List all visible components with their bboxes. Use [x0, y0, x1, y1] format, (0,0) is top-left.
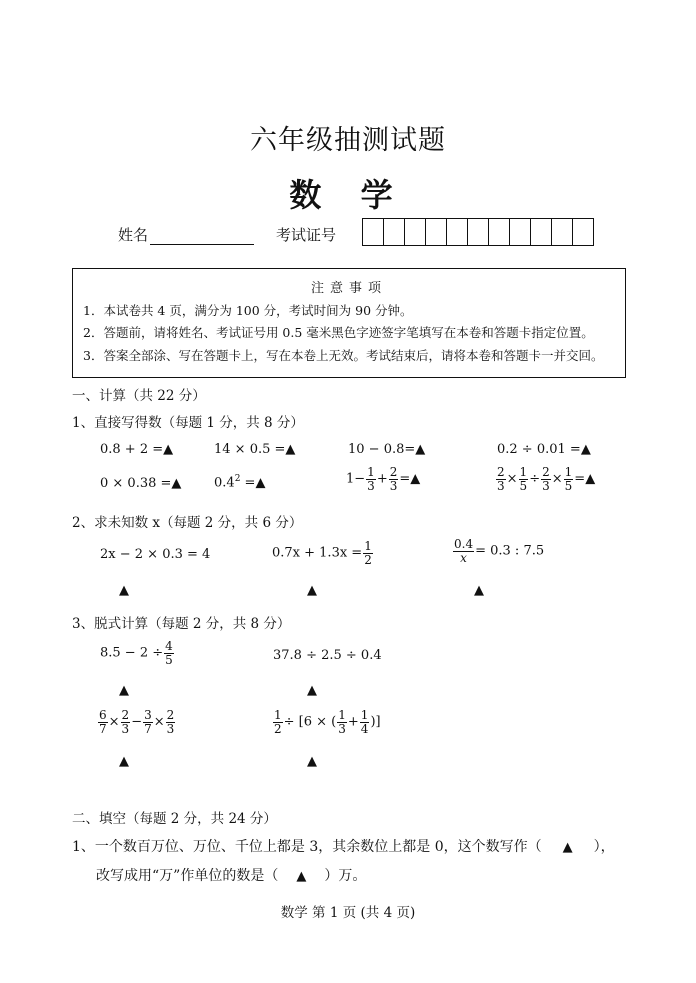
oral-item [100, 442, 173, 457]
numerator: 4 [165, 639, 173, 653]
section1-heading: 一、计算（共 22 分） [72, 388, 206, 404]
fraction [564, 466, 574, 492]
id-box [363, 219, 384, 245]
operator: + [376, 471, 388, 487]
fraction [541, 466, 551, 492]
expr: 0 × 0.38 = [100, 476, 172, 491]
equation [452, 538, 544, 564]
notice-title: 注意事项 [310, 281, 387, 296]
id-label: 考试证号 [276, 226, 337, 244]
numerator: 1 [364, 539, 372, 553]
numerator: 3 [144, 708, 152, 722]
operator: × [108, 714, 120, 730]
expr: 0.2 ÷ 0.01 = [497, 442, 581, 457]
fraction [98, 709, 108, 735]
answer-triangle: ▲ [296, 869, 307, 884]
numerator: 1 [367, 465, 375, 479]
calc-expression [272, 709, 381, 735]
name-field [118, 224, 254, 245]
operator: + [347, 714, 359, 730]
id-box [489, 219, 510, 245]
oral-item [100, 476, 181, 491]
name-underline [150, 229, 254, 245]
numerator: 2 [121, 708, 130, 722]
page-footer: 数学 第 1 页 (共 4 页) [280, 905, 416, 921]
numerator: 2 [166, 708, 175, 722]
numerator: 0.4 [454, 537, 474, 551]
expr: 0.8 + 2 = [100, 442, 164, 457]
id-box [552, 219, 573, 245]
id-box [426, 219, 447, 245]
question-2-title: 2、求未知数 x（每题 2 分，共 6 分） [72, 515, 303, 531]
fraction [143, 709, 153, 735]
fraction [273, 709, 283, 735]
denominator: 3 [542, 478, 550, 493]
operator: = [574, 471, 586, 487]
answer-triangle: ▲ [285, 442, 296, 457]
answer-triangle: ▲ [119, 683, 129, 698]
answer-triangle: ▲ [119, 754, 129, 769]
expr: 0.7x + 1.3x = [272, 545, 363, 561]
expr: )] [370, 714, 381, 730]
answer-triangle: ▲ [307, 583, 317, 598]
operator: − [131, 714, 143, 730]
operator: = [399, 471, 411, 487]
denominator: 7 [144, 721, 152, 736]
oral-item [214, 474, 265, 490]
denominator: 3 [338, 721, 346, 736]
denominator: 3 [497, 478, 505, 493]
expr: 1− [346, 471, 366, 487]
expr: ÷ [6 × ( [283, 714, 337, 730]
calc-expression [97, 709, 176, 735]
denominator: 5 [165, 652, 173, 667]
answer-triangle: ▲ [171, 476, 182, 491]
answer-triangle: ▲ [415, 442, 426, 457]
denominator: 3 [389, 478, 398, 493]
fill-question-1 [72, 836, 615, 856]
fraction [121, 709, 131, 735]
oral-item [214, 442, 295, 457]
id-box [447, 219, 468, 245]
answer-triangle: ▲ [474, 583, 484, 598]
numerator: 1 [564, 465, 573, 479]
calc-expression: 37.8 ÷ 2.5 ÷ 0.4 [273, 648, 382, 663]
expr: = 0.3 : 7.5 [475, 543, 545, 559]
fraction [337, 709, 347, 735]
equation: 2x − 2 × 0.3 = 4 [100, 547, 211, 562]
expr: 14 × 0.5 = [214, 442, 286, 457]
id-box [405, 219, 426, 245]
denominator: 2 [274, 721, 282, 736]
operator: × [153, 714, 165, 730]
answer-triangle: ▲ [119, 583, 129, 598]
fraction [366, 466, 376, 492]
question-1-title: 1、直接写得数（每题 1 分，共 8 分） [72, 415, 304, 431]
numerator: 6 [99, 708, 107, 722]
answer-triangle: ▲ [255, 475, 266, 491]
expr: = [240, 475, 256, 491]
oral-item [348, 442, 425, 457]
id-box [531, 219, 552, 245]
fraction [360, 709, 370, 735]
answer-triangle: ▲ [307, 754, 317, 769]
operator: × [506, 471, 518, 487]
denominator: 5 [519, 478, 528, 493]
subject-title: 数 学 [289, 176, 407, 214]
oral-item [495, 466, 595, 492]
answer-triangle: ▲ [410, 471, 421, 487]
answer-triangle: ▲ [163, 442, 174, 457]
numerator: 2 [497, 465, 505, 479]
answer-triangle: ▲ [580, 442, 591, 457]
question-text: ）万。 [324, 868, 367, 884]
denominator: 2 [364, 552, 372, 567]
expr: 10 − 0.8= [348, 442, 416, 457]
question-3-title: 3、脱式计算（每题 2 分，共 8 分） [72, 616, 291, 632]
section2-heading: 二、填空（每题 2 分，共 24 分） [72, 811, 277, 827]
denominator: 5 [564, 478, 573, 493]
denominator: 3 [166, 721, 175, 736]
question-text: ）， [593, 839, 615, 855]
answer-triangle: ▲ [562, 840, 573, 855]
fraction [496, 466, 506, 492]
fraction [519, 466, 529, 492]
name-label: 姓名 [118, 226, 149, 244]
answer-triangle: ▲ [307, 683, 317, 698]
operator: ÷ [529, 471, 541, 487]
notice-item: 3．答案全部涂、写在答题卡上，写在本卷上无效。考试结束后，请将本卷和答题卡一并交回。 [83, 348, 604, 363]
id-box [573, 219, 593, 245]
denominator: 3 [367, 478, 375, 493]
fill-question-1-cont [96, 865, 366, 885]
equation [272, 540, 374, 566]
exponent: 2 [234, 474, 241, 484]
id-boxes [362, 218, 594, 246]
denominator: x [460, 550, 467, 565]
operator: × [551, 471, 563, 487]
expr: 8.5 − 2 ÷ [100, 645, 164, 661]
fraction [453, 538, 474, 564]
id-box [510, 219, 531, 245]
numerator: 1 [519, 465, 528, 479]
notice-box [72, 268, 626, 378]
denominator: 7 [99, 721, 107, 736]
expr: 0.4 [214, 475, 235, 491]
id-box [468, 219, 489, 245]
calc-expression [100, 640, 175, 666]
oral-item [497, 442, 591, 457]
id-box [384, 219, 405, 245]
oral-item [346, 466, 420, 492]
notice-item: 2．答题前，请将姓名、考试证号用 0.5 毫米黑色字迹签字笔填写在本卷和答题卡指定位置。 [83, 325, 594, 340]
numerator: 2 [389, 465, 398, 479]
numerator: 1 [274, 708, 282, 722]
exam-title: 六年级抽测试题 [250, 125, 446, 156]
numerator: 1 [360, 708, 369, 722]
question-text: 改写成用“万”作单位的数是（ [96, 868, 279, 884]
notice-item: 1．本试卷共 4 页，满分为 100 分，考试时间为 90 分钟。 [83, 303, 413, 318]
numerator: 2 [542, 465, 550, 479]
denominator: 3 [121, 721, 130, 736]
fraction [363, 540, 373, 566]
question-text: 1、一个数百万位、万位、千位上都是 3，其余数位上都是 0，这个数写作（ [72, 839, 542, 855]
denominator: 4 [360, 721, 369, 736]
answer-triangle: ▲ [585, 471, 596, 487]
fraction [166, 709, 176, 735]
numerator: 1 [338, 708, 346, 722]
fraction [164, 640, 174, 666]
fraction [389, 466, 399, 492]
